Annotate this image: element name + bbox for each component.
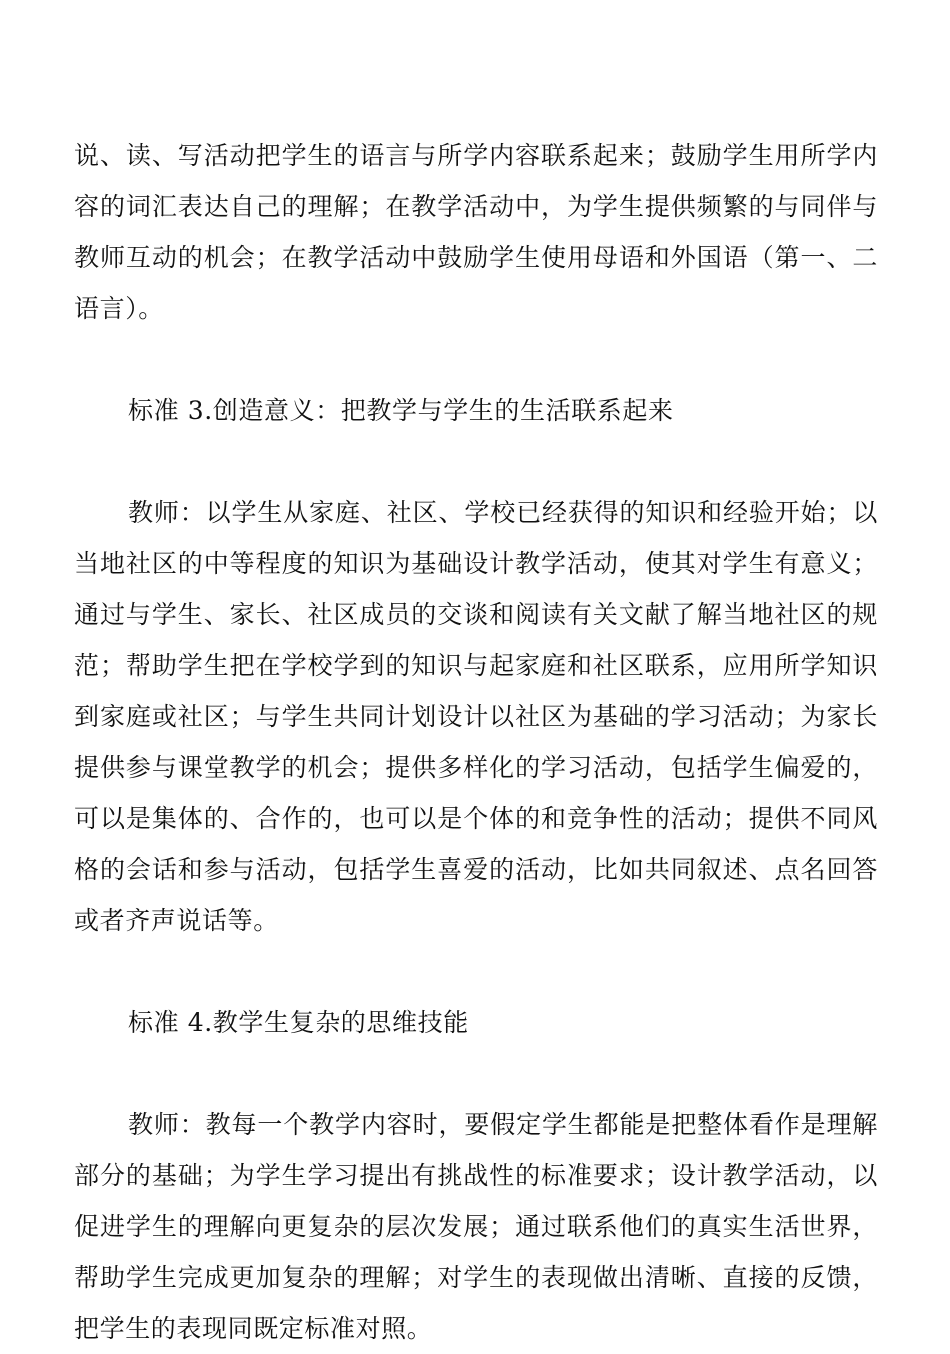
- standard-3-heading: 标准 3.创造意义：把教学与学生的生活联系起来: [128, 396, 674, 425]
- standard-4-heading: 标准 4.教学生复杂的思维技能: [128, 1008, 469, 1037]
- paragraph-continued: 说、读、写活动把学生的语言与所学内容联系起来；鼓励学生用所学内容的词汇表达自己的理解；在教学活动中，为学生提供频繁的与同伴与教师互动的机会；在教学活动中鼓励学生使用母语和外国语（第一、二语言）。: [74, 141, 878, 323]
- standard-4-body: 教师：教每一个教学内容时，要假定学生都能是把整体看作是理解部分的基础；为学生学习提出有挑战性的标准要求；设计教学活动，以促进学生的理解向更复杂的层次发展；通过联系他们的真实生活世界，帮助学生完成更加复杂的理解；对学生的表现做出清晰、直接的反馈，把学生的表现同既定标准对照。: [74, 1110, 878, 1343]
- standard-3-body: 教师：以学生从家庭、社区、学校已经获得的知识和经验开始；以当地社区的中等程度的知识为基础设计教学活动，使其对学生有意义；通过与学生、家长、社区成员的交谈和阅读有关文献了解当地社区的规范；帮助学生把在学校学到的知识与起家庭和社区联系，应用所学知识到家庭或社区；与学生共同计划设计以社区为基础的学习活动；为家长提供参与课堂教学的机会；提供多样化的学习活动，包括学生偏爱的，可以是集体的、合作的，也可以是个体的和竞争性的活动；提供不同风格的会话和参与活动，包括学生喜爱的活动，比如共同叙述、点名回答或者齐声说话等。: [74, 498, 878, 935]
